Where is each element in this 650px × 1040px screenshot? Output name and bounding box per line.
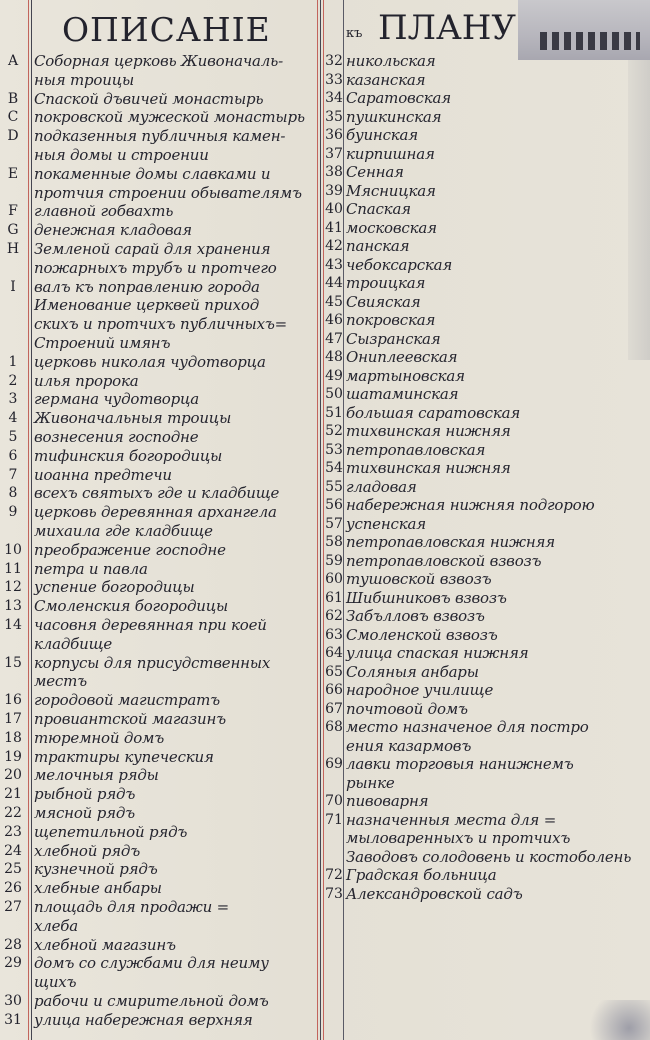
legend-entry-text: успение богородицы (34, 578, 195, 597)
legend-entry-number: 41 (325, 219, 343, 236)
legend-entry-number: 40 (325, 201, 343, 217)
legend-entry-number: 19 (4, 748, 22, 765)
map-fragment-hatching (540, 32, 640, 50)
legend-entry-text: ныя домы и строении (34, 146, 209, 164)
legend-entry-text: Спаской дъвичей монастырь (34, 89, 264, 108)
legend-entry-number: 23 (4, 823, 22, 840)
legend-entry-number: 46 (325, 312, 343, 328)
legend-entry-number: 28 (4, 936, 22, 953)
legend-entry-number: 57 (325, 515, 343, 532)
legend-entry-text: пожарныхъ трубъ и протчего (34, 258, 277, 277)
legend-entry-number: 39 (325, 182, 343, 199)
legend-entry-text: хлеба (34, 916, 78, 935)
legend-entry-text: Александровской садъ (346, 884, 523, 903)
legend-entry-text: место назначеное для постро (346, 718, 589, 736)
legend-entry-text: Мясницкая (346, 181, 436, 200)
legend-entry-number: 3 (8, 391, 18, 408)
legend-entry-number: H (6, 241, 20, 257)
legend-entry-number: 4 (8, 410, 18, 427)
legend-entry-text: Строений имянъ (34, 334, 171, 352)
legend-entry-text: Сызранская (346, 329, 441, 348)
heading-plan: ПЛАНУ (378, 8, 516, 48)
column-rule-ink (320, 0, 321, 1040)
legend-entry-text: церковь деревянная архангела (34, 503, 277, 522)
legend-entry-text: петропавловская (346, 440, 486, 459)
legend-entry-number: 31 (4, 1011, 22, 1028)
legend-entry-number: 69 (325, 756, 343, 772)
margin-rule-ink-left (31, 0, 32, 1040)
legend-entry-number: 47 (325, 330, 343, 347)
legend-entry-text: Живоначальныя троицы (34, 409, 232, 428)
legend-entry-number: 36 (325, 127, 343, 143)
heading-description: ОПИСАНІЕ (62, 10, 271, 49)
column-rule-red (317, 0, 318, 1040)
legend-entry-text: чебоксарская (346, 255, 453, 274)
legend-entry-text: набережная нижняя подгорою (346, 496, 595, 514)
legend-entry-number: 7 (8, 466, 18, 483)
legend-entry-number: 26 (4, 880, 22, 897)
legend-entry-number: 60 (325, 571, 343, 587)
legend-entry-number: 27 (4, 899, 22, 915)
legend-entry-text: хлебные анбары (34, 879, 162, 898)
legend-entry-number: 16 (4, 692, 22, 709)
legend-entry-text: петра и павла (34, 559, 148, 578)
legend-entry-text: рыбной рядъ (34, 785, 136, 804)
legend-entry-text: кирпишная (346, 144, 435, 163)
legend-entry-number: 12 (4, 579, 22, 596)
legend-entry-text: Свияская (346, 292, 421, 311)
legend-entry-text: Градская больница (346, 866, 497, 884)
legend-entry-text: Заводовъ солодовень и костоболень (346, 847, 632, 866)
legend-entry-text: покаменные домы славками и (34, 164, 271, 183)
legend-entry-number: 71 (325, 811, 343, 828)
legend-entry-number: 68 (325, 719, 343, 735)
legend-entry-number: 42 (325, 238, 343, 254)
legend-entry-text: корпусы для присудственных (34, 653, 271, 672)
legend-entry-number: G (7, 222, 19, 239)
legend-entry-number: 1 (8, 353, 18, 370)
legend-entry-number: D (7, 128, 19, 145)
legend-entry-text: мартыновская (346, 366, 465, 385)
legend-entry-number: 21 (4, 786, 22, 803)
legend-entry-text: никольская (346, 52, 436, 70)
legend-entry-text: покровская (346, 311, 436, 329)
legend-entry-number: 8 (8, 485, 18, 502)
legend-entry-text: Соляныя анбары (346, 662, 479, 681)
legend-entry-text: часовня деревянная при коей (34, 616, 267, 634)
legend-entry-text: успенская (346, 514, 426, 533)
legend-entry-text: тихвинская нижняя (346, 459, 511, 477)
legend-entry-number: 73 (325, 885, 343, 902)
legend-entry-number: 44 (325, 275, 343, 291)
legend-entry-text: трактиры купеческия (34, 747, 214, 766)
legend-entry-text: главной гобвахть (34, 202, 174, 221)
legend-entry-number: 2 (8, 372, 18, 389)
legend-entry-text: петропавловской взвозъ (346, 551, 542, 570)
legend-entry-text: мясной рядъ (34, 804, 135, 822)
legend-entry-text: лавки торговыя нанижнемъ (346, 755, 574, 773)
legend-entry-text: Соборная церковь Живоначаль- (34, 52, 283, 70)
legend-entry-number: 38 (325, 164, 343, 180)
legend-entry-number: 53 (325, 441, 343, 458)
legend-entry-number: 50 (325, 386, 343, 402)
legend-entry-text: преображение господне (34, 540, 226, 559)
legend-entry-text: улица спаская нижняя (346, 644, 529, 662)
legend-entry-text: городовой магистратъ (34, 691, 220, 710)
legend-entry-text: Саратовская (346, 89, 451, 107)
legend-entry-number: 55 (325, 478, 343, 495)
legend-entry-number: I (10, 278, 16, 295)
legend-entry-number: 66 (325, 682, 343, 698)
legend-entry-number: 33 (325, 71, 343, 88)
legend-entry-text: большая саратовская (346, 403, 521, 422)
legend-entry-number: 70 (325, 793, 343, 809)
legend-entry-number: 52 (325, 423, 343, 439)
legend-entry-text: пушкинская (346, 107, 442, 126)
legend-entry-text: шатаминская (346, 385, 459, 403)
legend-entry-number: 18 (4, 729, 22, 746)
legend-entry-number: 59 (325, 552, 343, 569)
legend-entry-text: всехъ святыхъ где и кладбище (34, 484, 280, 503)
legend-entry-text: валъ къ поправлению города (34, 277, 260, 296)
legend-entry-number: F (8, 203, 18, 220)
legend-entry-number: 5 (8, 429, 18, 445)
legend-entry-text: вознесения господне (34, 428, 199, 446)
legend-entry-text: Земленой сарай для хранения (34, 240, 271, 258)
legend-entry-number: 10 (4, 541, 22, 558)
legend-entry-text: кузнечной рядъ (34, 860, 158, 879)
legend-entry-number: 17 (4, 711, 22, 727)
legend-entry-number: 25 (4, 861, 22, 878)
legend-entry-text: рынке (346, 773, 395, 792)
legend-entry-text: улица набережная верхняя (34, 1010, 253, 1029)
legend-entry-text: тифинския богородицы (34, 446, 223, 465)
legend-entry-text: мелочныя ряды (34, 766, 159, 785)
legend-entry-number: 67 (325, 700, 343, 717)
legend-entry-number: 13 (4, 598, 22, 615)
legend-entry-text: иоанна предтечи (34, 465, 172, 484)
legend-entry-text: казанская (346, 70, 426, 89)
legend-entry-text: Смоленския богородицы (34, 597, 229, 616)
legend-entry-number: 49 (325, 367, 343, 384)
legend-entry-text: Сенная (346, 163, 404, 181)
legend-entry-number: 6 (8, 447, 18, 464)
legend-entry-text: щепетильной рядъ (34, 822, 188, 841)
legend-entry-text: гладовая (346, 477, 417, 496)
legend-entry-text: троицкая (346, 274, 426, 292)
legend-entry-number: 65 (325, 663, 343, 680)
legend-entry-text: народное училище (346, 681, 494, 699)
legend-entry-number: 15 (4, 654, 22, 671)
legend-entry-text: площадь для продажи = (34, 898, 229, 916)
legend-entry-number: 63 (325, 626, 343, 643)
legend-entry-text: Именование церквей приход (34, 296, 260, 315)
legend-entry-text: Ониплеевская (346, 348, 458, 366)
legend-entry-number: A (7, 53, 19, 69)
legend-entry-number: E (7, 165, 19, 182)
legend-entry-number: 24 (4, 842, 22, 859)
legend-entry-text: Забълловъ взвозъ (346, 607, 485, 625)
legend-entry-text: тюремной домъ (34, 728, 165, 747)
legend-entry-text: ныя троицы (34, 70, 134, 89)
legend-entry-text: Смоленской взвозъ (346, 625, 498, 644)
legend-entry-text: церковь николая чудотворца (34, 352, 266, 371)
legend-entry-text: покровской мужеской монастырь (34, 108, 305, 127)
legend-entry-number: 29 (4, 955, 22, 972)
legend-entry-text: назначенныя места для = (346, 810, 557, 829)
legend-entry-number: 14 (4, 617, 22, 633)
map-fragment-corner (518, 0, 650, 60)
legend-entry-text: михаила где кладбище (34, 522, 213, 540)
legend-entry-number: 32 (325, 53, 343, 69)
legend-entry-text: щихъ (34, 973, 77, 992)
legend-entry-text: панская (346, 237, 410, 255)
legend-entry-number: C (7, 109, 19, 126)
legend-entry-number: 43 (325, 256, 343, 273)
legend-entry-text: провиантской магазинъ (34, 710, 226, 728)
legend-entry-text: петропавловская нижняя (346, 533, 555, 551)
legend-entry-text: тихвинская нижняя (346, 422, 511, 440)
legend-entry-text: Спаская (346, 200, 411, 218)
heading-preposition: къ (346, 26, 363, 41)
margin-rule-red-left (28, 0, 29, 1040)
legend-entry-text: рабочи и смирительной домъ (34, 992, 269, 1010)
legend-entry-text: московская (346, 218, 437, 237)
legend-entry-number: 72 (325, 867, 343, 883)
legend-entry-number: 58 (325, 534, 343, 550)
legend-entry-number: 45 (325, 293, 343, 310)
paper-tear-edge (628, 60, 650, 360)
legend-entry-text: германа чудотворца (34, 390, 199, 409)
legend-entry-number: 22 (4, 805, 22, 821)
legend-entry-text: Шибшниковъ взвозъ (346, 588, 507, 607)
map-fragment-bottom (580, 1000, 650, 1040)
legend-entry-number: 35 (325, 108, 343, 125)
legend-entry-text: хлебной рядъ (34, 841, 141, 860)
legend-entry-number: 61 (325, 589, 343, 606)
legend-entry-text: почтовой домъ (346, 699, 468, 718)
legend-entry-number: 20 (4, 767, 22, 784)
legend-entry-number: 62 (325, 608, 343, 624)
legend-entry-text: буинская (346, 126, 419, 144)
legend-entry-text: скихъ и протчихъ публичныхъ= (34, 315, 287, 334)
legend-entry-number: 48 (325, 349, 343, 365)
legend-entry-text: тушовской взвозъ (346, 570, 492, 588)
legend-entry-text: денежная кладовая (34, 221, 192, 240)
legend-entry-text: местъ (34, 672, 87, 691)
legend-entry-text: подказенныя публичныя камен- (34, 127, 286, 146)
legend-entry-number: 51 (325, 404, 343, 421)
legend-entry-number: 30 (4, 993, 22, 1009)
legend-entry-number: 64 (325, 645, 343, 661)
legend-entry-text: кладбище (34, 634, 113, 653)
legend-entry-number: 34 (325, 90, 343, 106)
legend-entry-text: домъ со службами для неиму (34, 954, 269, 973)
legend-entry-number: 11 (4, 560, 22, 577)
legend-entry-text: пивоварня (346, 792, 429, 810)
legend-entry-text: ения казармовъ (346, 736, 472, 755)
legend-entry-number: 37 (325, 145, 343, 162)
legend-entry-number: 56 (325, 497, 343, 513)
legend-entry-text: илья пророка (34, 371, 139, 390)
legend-entry-number: 9 (8, 504, 18, 521)
legend-entry-text: протчия строении обывателямъ (34, 183, 302, 202)
legend-entry-text: мыловаренныхъ и протчихъ (346, 829, 571, 847)
legend-entry-number: B (7, 90, 19, 107)
legend-entry-text: хлебной магазинъ (34, 935, 176, 954)
legend-entry-number: 54 (325, 460, 343, 476)
